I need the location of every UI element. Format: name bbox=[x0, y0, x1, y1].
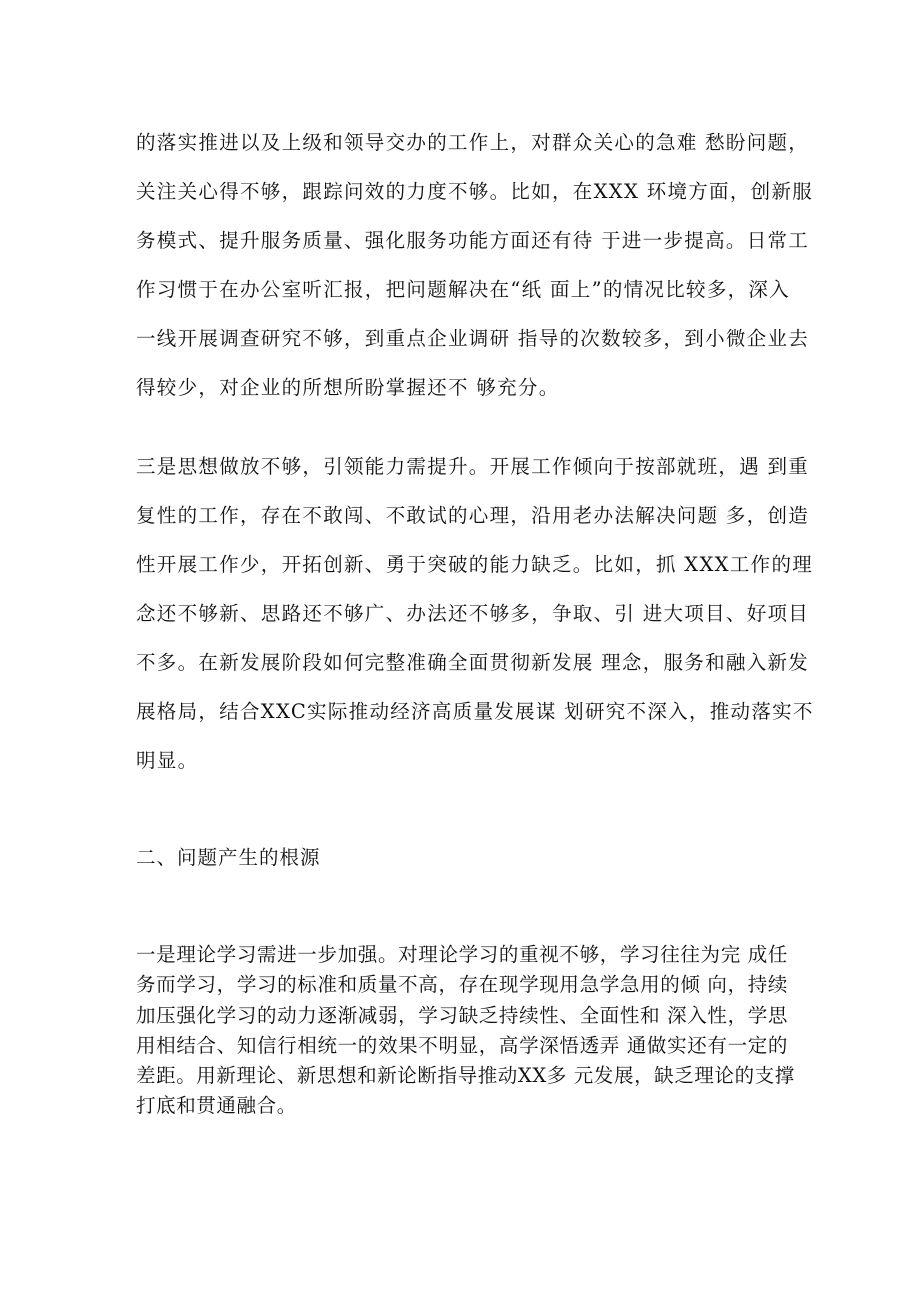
paragraph-line: 关注关心得不够，跟踪问效的力度不够。比如，在XXX 环境方面，创新服 bbox=[136, 180, 814, 203]
paragraph-implementation-issues bbox=[136, 118, 814, 412]
paragraph-line: 一是理论学习需进一步加强。对理论学习的重视不够，学习往往为完 成任 bbox=[136, 943, 788, 966]
section-heading: 二、问题产生的根源 bbox=[136, 846, 321, 869]
paragraph-line: 加压强化学习的动力逐渐减弱，学习缺乏持续性、全面性和 深入性，学思 bbox=[136, 1003, 788, 1027]
paragraph-line: 性开展工作少，开拓创新、勇于突破的能力缺乏。比如，抓 XXX工作的理 bbox=[136, 553, 814, 576]
paragraph-line: 展格局，结合XXC实际推动经济高质量发展谋 划研究不深入，推动落实不 bbox=[136, 700, 814, 723]
paragraph-line: 的落实推进以及上级和领导交办的工作上，对群众关心的急难 愁盼问题， bbox=[136, 131, 810, 154]
paragraph-thinking-issues bbox=[136, 442, 814, 785]
paragraph-line: 用相结合、知信行相统一的效果不明显，高学深悟透弄 通做实还有一定的 bbox=[136, 1033, 788, 1057]
paragraph-line: 三是思想做放不够，引领能力需提升。开展工作倾向于按部就班，遇 到重 bbox=[136, 455, 810, 478]
paragraph-line: 一线开展调查研究不够，到重点企业调研 指导的次数较多，到小微企业去 bbox=[136, 327, 810, 350]
paragraph-line: 得较少，对企业的所想所盼掌握还不 够充分。 bbox=[136, 376, 560, 399]
paragraph-line: 复性的工作，存在不敢闯、不敢试的心理，沿用老办法解决问题 多，创造 bbox=[136, 504, 810, 527]
paragraph-theory-study bbox=[136, 940, 795, 1122]
paragraph-line: 念还不够新、思路还不够广、办法还不够多，争取、引 进大项目、好项目 bbox=[136, 602, 810, 625]
paragraph-line: 差距。用新理论、新思想和新论断指导推动XX多 元发展，缺乏理论的支撑 bbox=[136, 1064, 795, 1088]
paragraph-line: 作习惯于在办公室听汇报，把问题解决在“纸 面上”的情况比较多，深入 bbox=[136, 278, 791, 301]
paragraph-line: 明显。 bbox=[136, 749, 199, 772]
paragraph-line: 务而学习，学习的标准和质量不高，存在现学现用急学急用的倾 向，持续 bbox=[136, 973, 788, 997]
paragraph-line: 不多。在新发展阶段如何完整准确全面贯彻新发展 理念，服务和融入新发 bbox=[136, 651, 810, 674]
paragraph-line: 务模式、提升服务质量、强化服务功能方面还有待 于进一步提高。日常工 bbox=[136, 229, 810, 252]
paragraph-line: 打底和贯通融合。 bbox=[136, 1094, 297, 1118]
